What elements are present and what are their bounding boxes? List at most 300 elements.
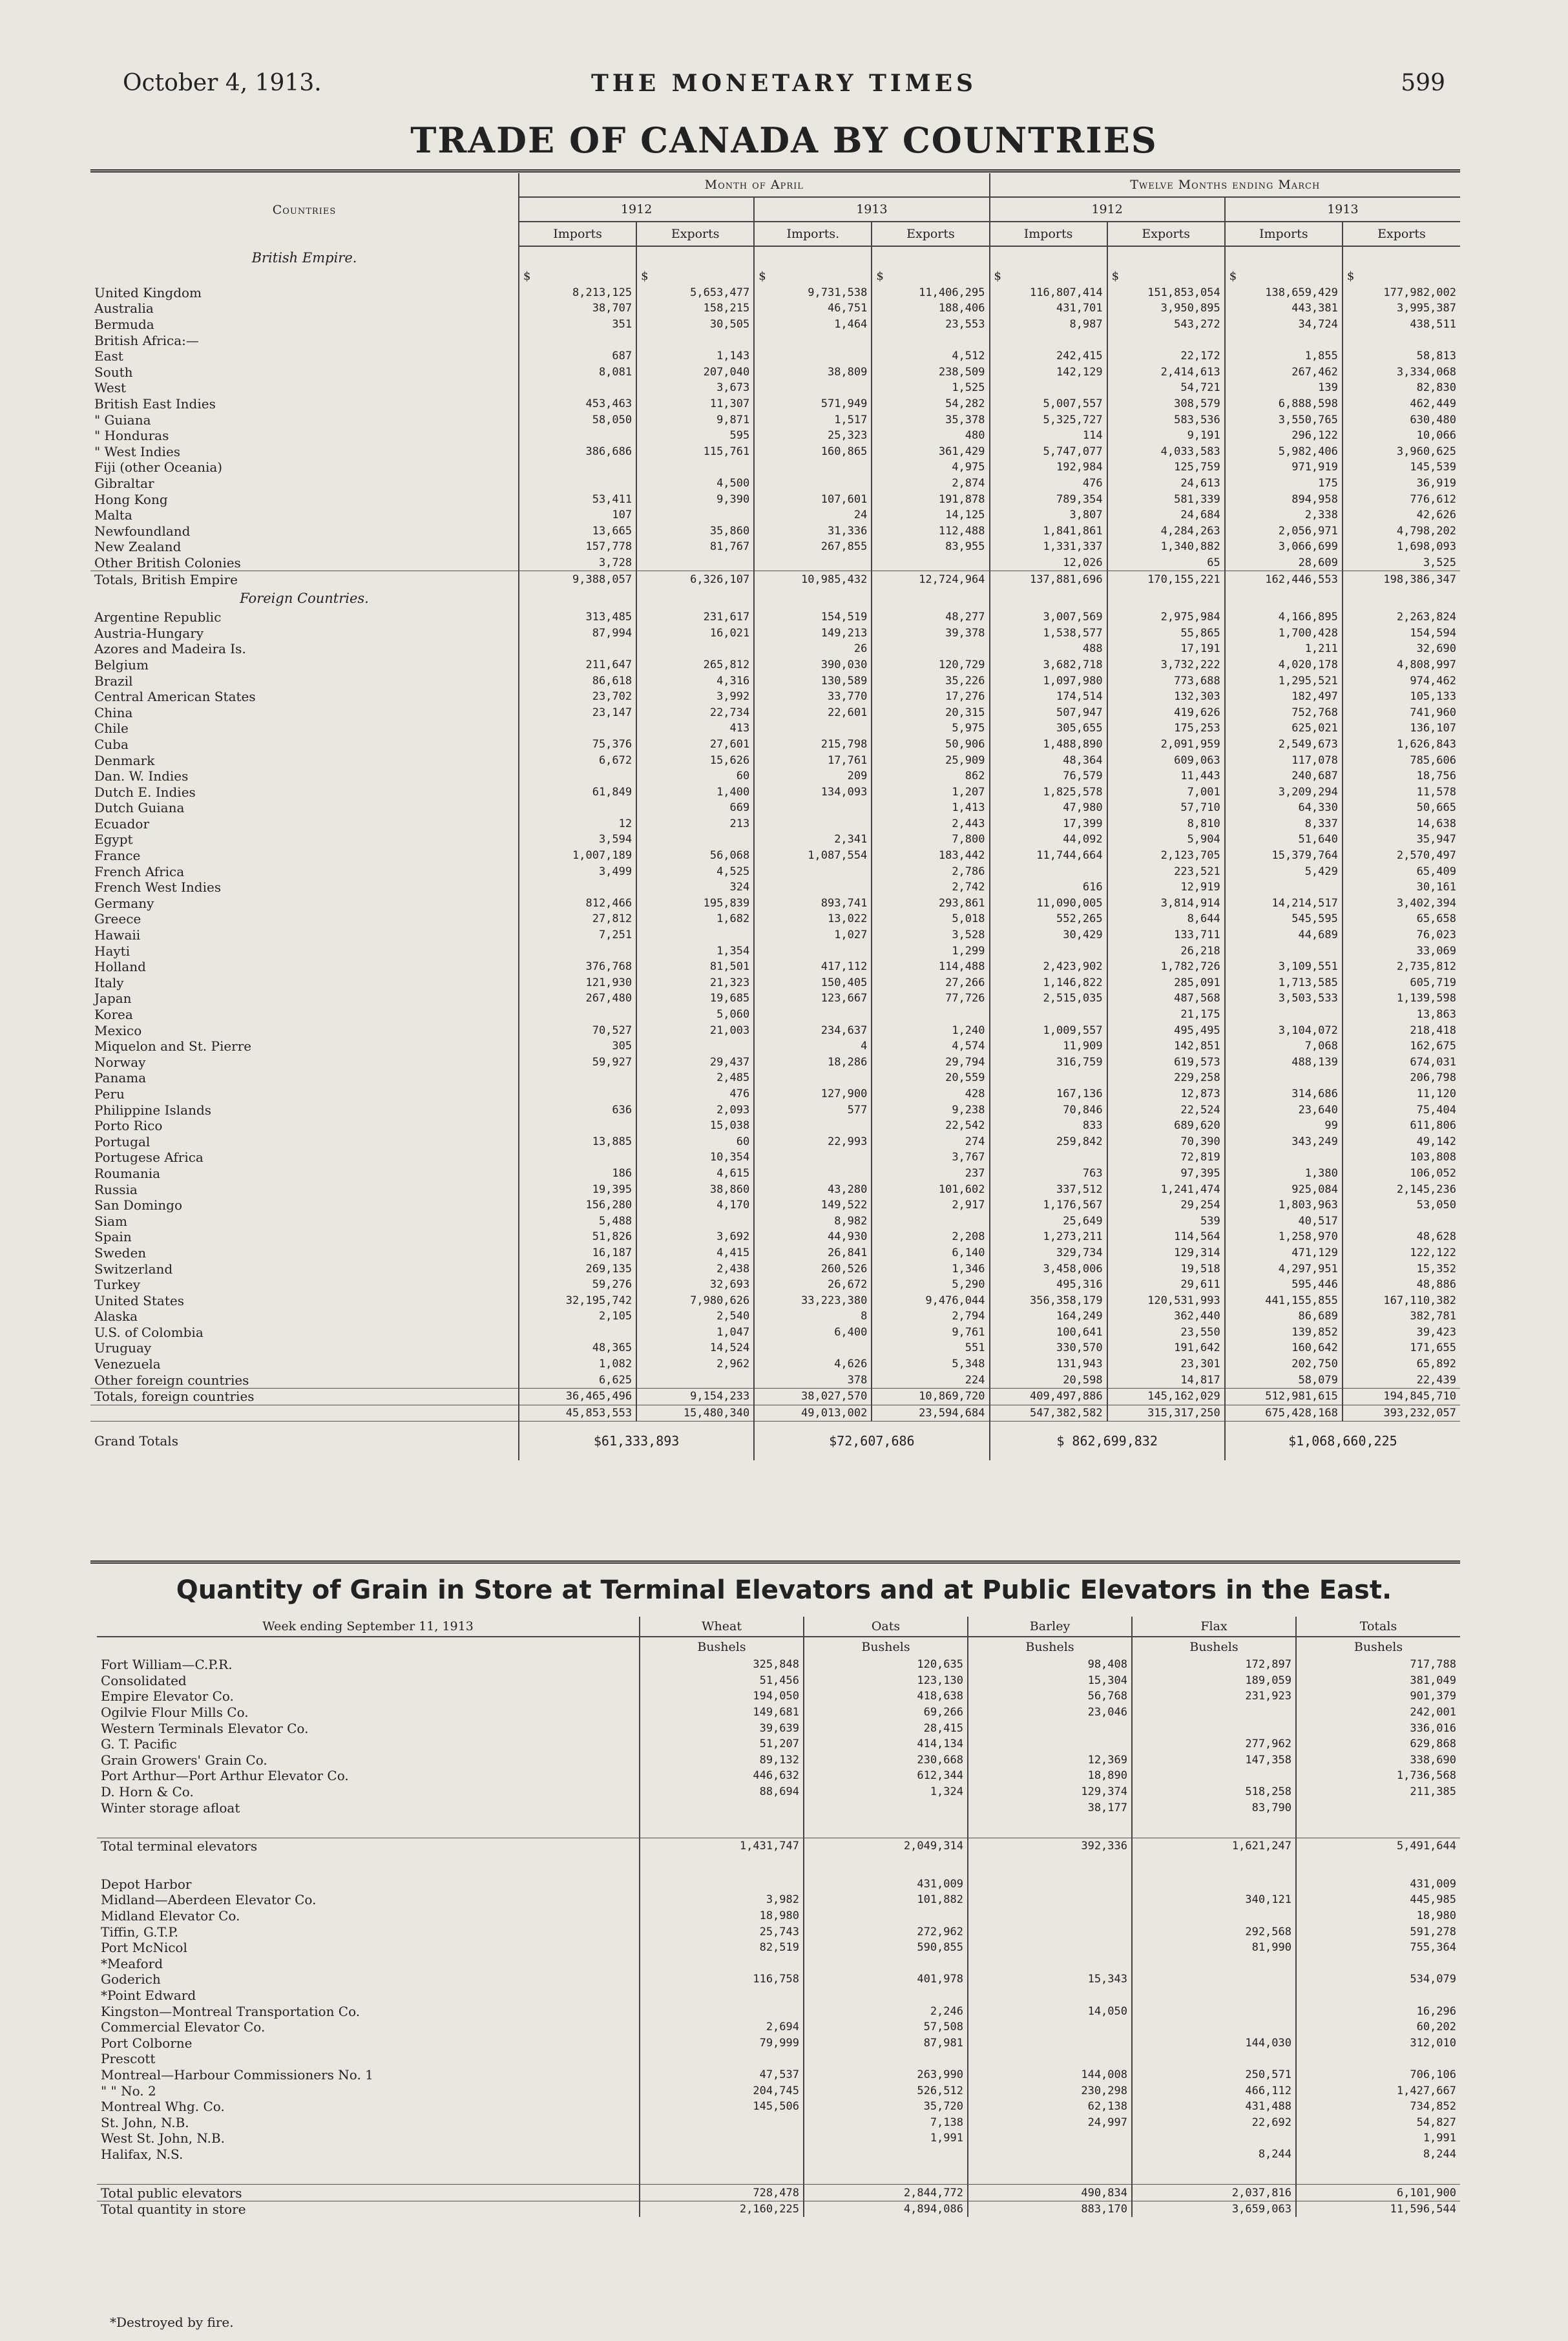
country-name: United States <box>94 1292 184 1308</box>
trade-value: 3,732,222 <box>1107 657 1225 673</box>
grain-value: 1,736,568 <box>1296 1768 1460 1784</box>
grain-value: 69,266 <box>804 1705 968 1721</box>
table-row <box>90 491 1460 507</box>
trade-value: 33,223,380 <box>754 1292 872 1308</box>
grain-value: 2,037,816 <box>1132 2185 1296 2201</box>
trade-value: 689,620 <box>1107 1118 1225 1134</box>
currency-sign: $ <box>1107 269 1225 285</box>
grain-value: 16,296 <box>1296 2003 1460 2019</box>
trade-value: 38,860 <box>636 1181 754 1197</box>
exports-header: Exports <box>872 222 989 246</box>
grain-value <box>968 1956 1132 1972</box>
grain-value: 340,121 <box>1132 1892 1296 1908</box>
trade-value: 198,386,347 <box>1343 571 1460 587</box>
grain-value: 62,138 <box>968 2099 1132 2115</box>
trade-value: 741,960 <box>1343 704 1460 720</box>
grain-value: 54,827 <box>1296 2114 1460 2130</box>
trade-value: 1,700,428 <box>1225 625 1343 641</box>
trade-value <box>519 1150 636 1166</box>
trade-value: 149,213 <box>754 625 872 641</box>
trade-value: 3,814,914 <box>1107 896 1225 912</box>
grain-value <box>804 1800 968 1816</box>
spacer-cell <box>968 1816 1132 1838</box>
trade-value: 81,501 <box>636 959 754 975</box>
trade-value: 65,892 <box>1343 1356 1460 1372</box>
sum-row <box>90 1405 1460 1422</box>
grain-value: 204,745 <box>640 2083 804 2099</box>
country-name: Turkey <box>94 1277 141 1293</box>
grain-value: 5,491,644 <box>1296 1838 1460 1854</box>
trade-value: 2,423,902 <box>990 959 1107 975</box>
country-name: Dutch Guiana <box>94 800 185 816</box>
trade-value <box>636 927 754 943</box>
trade-value: 5,653,477 <box>636 285 754 301</box>
trade-value: 330,570 <box>990 1340 1107 1356</box>
table-row <box>90 1308 1460 1325</box>
table-row <box>97 1971 1460 1988</box>
trade-value: 4,033,583 <box>1107 444 1225 460</box>
elevator-name: D. Horn & Co. <box>101 1784 194 1800</box>
trade-value: 495,316 <box>990 1277 1107 1293</box>
trade-value: 48,364 <box>990 752 1107 768</box>
country-name: United Kingdom <box>94 284 202 300</box>
table-row <box>90 523 1460 540</box>
spacer-cell <box>990 587 1107 609</box>
trade-value: 134,093 <box>754 784 872 800</box>
trade-value: 5,975 <box>872 720 989 737</box>
currency-sign: $ <box>754 269 872 285</box>
trade-value: 5,348 <box>872 1356 989 1372</box>
trade-value: 7,068 <box>1225 1038 1343 1055</box>
trade-value: 121,930 <box>519 975 636 991</box>
trade-value: 1,331,337 <box>990 539 1107 555</box>
trade-value: 476 <box>990 476 1107 492</box>
trade-value <box>1107 332 1225 348</box>
grain-value: 18,980 <box>1296 1908 1460 1924</box>
trade-value: 6,140 <box>872 1245 989 1261</box>
grain-value: 392,336 <box>968 1838 1132 1854</box>
trade-value: 4,500 <box>636 476 754 492</box>
table-row <box>97 2130 1460 2147</box>
spacer-cell <box>804 2162 968 2185</box>
trade-value: 3,499 <box>519 863 636 879</box>
trade-value: 133,711 <box>1107 927 1225 943</box>
trade-value: 117,078 <box>1225 752 1343 768</box>
trade-value: 5,488 <box>519 1213 636 1229</box>
trade-value: 1,825,578 <box>990 784 1107 800</box>
trade-value: 160,642 <box>1225 1340 1343 1356</box>
trade-value: 1,340,882 <box>1107 539 1225 555</box>
trade-value: 2,794 <box>872 1308 989 1325</box>
trade-value: 36,919 <box>1343 476 1460 492</box>
table-row <box>90 317 1460 333</box>
table-row <box>97 1673 1460 1689</box>
trade-value <box>519 1007 636 1023</box>
spacer-cell <box>640 2162 804 2185</box>
year-header: 1913 <box>1225 197 1460 222</box>
trade-value: 267,855 <box>754 539 872 555</box>
trade-value: 1,258,970 <box>1225 1229 1343 1245</box>
currency-sign: $ <box>636 269 754 285</box>
trade-value: 5,060 <box>636 1007 754 1023</box>
table-row <box>97 1657 1460 1673</box>
total-row <box>90 1388 1460 1405</box>
trade-value: 11,443 <box>1107 768 1225 784</box>
table-row <box>97 1784 1460 1800</box>
country-name: Roumania <box>94 1165 161 1181</box>
trade-value: 120,729 <box>872 657 989 673</box>
trade-value: 42,626 <box>1343 507 1460 523</box>
table-row <box>90 1292 1460 1308</box>
trade-value: 3,209,294 <box>1225 784 1343 800</box>
country-name: Portugese Africa <box>94 1150 204 1166</box>
spacer-cell <box>1296 1816 1460 1838</box>
table-row <box>97 1924 1460 1940</box>
trade-value: 2,786 <box>872 863 989 879</box>
trade-value: 2,338 <box>1225 507 1343 523</box>
trade-value: 23,301 <box>1107 1356 1225 1372</box>
trade-value: 3,334,068 <box>1343 364 1460 381</box>
elevator-name: Midland—Aberdeen Elevator Co. <box>101 1892 317 1908</box>
trade-value: 3,007,569 <box>990 609 1107 625</box>
trade-value: 3,109,551 <box>1225 959 1343 975</box>
trade-value: 752,768 <box>1225 704 1343 720</box>
trade-value: 2,263,824 <box>1343 609 1460 625</box>
grain-value <box>1132 1876 1296 1893</box>
grain-value <box>968 1736 1132 1752</box>
grain-column-header: Oats <box>804 1617 968 1637</box>
trade-value: 23,640 <box>1225 1102 1343 1118</box>
elevator-name: Fort William—C.P.R. <box>101 1657 233 1673</box>
country-name: Austria-Hungary <box>94 625 204 641</box>
trade-value: 32,690 <box>1343 641 1460 657</box>
section-row <box>90 587 1460 609</box>
table-row <box>97 1892 1460 1908</box>
grain-value: 629,868 <box>1296 1736 1460 1752</box>
trade-value: 893,741 <box>754 896 872 912</box>
trade-value: 22,734 <box>636 704 754 720</box>
grain-value <box>640 1876 804 1893</box>
elevator-name: Commercial Elevator Co. <box>101 2019 266 2035</box>
grain-value: 18,890 <box>968 1768 1132 1784</box>
table-row <box>97 1768 1460 1784</box>
grain-value: 590,855 <box>804 1940 968 1956</box>
table-row <box>97 1988 1460 2004</box>
country-name: Panama <box>94 1070 147 1086</box>
trade-value: 3,458,006 <box>990 1261 1107 1277</box>
trade-value: 54,282 <box>872 396 989 412</box>
table-row <box>90 737 1460 753</box>
grain-value <box>640 2003 804 2019</box>
trade-value: 636 <box>519 1102 636 1118</box>
table-row <box>90 625 1460 641</box>
grain-value: 79,999 <box>640 2035 804 2051</box>
trade-value: 10,354 <box>636 1150 754 1166</box>
trade-value <box>754 1150 872 1166</box>
trade-value: 285,091 <box>1107 975 1225 991</box>
elevator-name: Port Arthur—Port Arthur Elevator Co. <box>101 1768 349 1784</box>
trade-value: 1,346 <box>872 1261 989 1277</box>
grain-value: 145,506 <box>640 2099 804 2115</box>
table-row <box>90 879 1460 896</box>
trade-value <box>990 1150 1107 1166</box>
trade-value: 75,404 <box>1343 1102 1460 1118</box>
grain-value <box>968 2019 1132 2035</box>
trade-value: 3,692 <box>636 1229 754 1245</box>
spacer-row <box>97 2162 1460 2185</box>
grain-value: 2,049,314 <box>804 1838 968 1854</box>
grain-value: 87,981 <box>804 2035 968 2051</box>
grain-value: 18,980 <box>640 1908 804 1924</box>
grain-value <box>804 1908 968 1924</box>
grain-value: 89,132 <box>640 1752 804 1769</box>
trade-value: 7,001 <box>1107 784 1225 800</box>
trade-value: 441,155,855 <box>1225 1292 1343 1308</box>
trade-value: 763 <box>990 1166 1107 1182</box>
country-name: New Zealand <box>94 539 182 555</box>
table-row <box>97 2099 1460 2115</box>
trade-value: 675,428,168 <box>1225 1405 1343 1422</box>
trade-value <box>1225 943 1343 959</box>
trade-value: 122,122 <box>1343 1245 1460 1261</box>
grain-table <box>97 1617 1460 2217</box>
trade-value: 150,405 <box>754 975 872 991</box>
elevator-name: West St. John, N.B. <box>101 2130 225 2147</box>
spacer-cell <box>1132 2162 1296 2185</box>
trade-value: 191,878 <box>872 491 989 507</box>
trade-value: 3,594 <box>519 832 636 848</box>
table-row <box>90 704 1460 720</box>
table-row <box>90 975 1460 991</box>
unit-label: Bushels <box>640 1637 804 1657</box>
trade-value: 1,698,093 <box>1343 539 1460 555</box>
grain-value <box>1296 1988 1460 2004</box>
grain-value: 336,016 <box>1296 1720 1460 1736</box>
elevator-name: " " No. 2 <box>101 2083 156 2099</box>
grain-value <box>804 2147 968 2163</box>
trade-value: 32,693 <box>636 1277 754 1293</box>
table-row <box>97 1705 1460 1721</box>
trade-value <box>754 380 872 396</box>
trade-value <box>754 459 872 476</box>
spacer-cell <box>872 587 989 609</box>
elevator-name: Prescott <box>101 2051 156 2067</box>
trade-value: 12,919 <box>1107 879 1225 896</box>
trade-value: 6,400 <box>754 1325 872 1341</box>
trade-value: 182,497 <box>1225 689 1343 705</box>
trade-value: 11,406,295 <box>872 285 989 301</box>
trade-value: 1,682 <box>636 911 754 927</box>
trade-value: 3,950,895 <box>1107 300 1225 317</box>
trade-value: 351 <box>519 317 636 333</box>
trade-value: 2,874 <box>872 476 989 492</box>
grain-value <box>640 2147 804 2163</box>
table-row <box>97 1956 1460 1972</box>
country-name: Peru <box>94 1086 125 1102</box>
grain-value <box>968 2130 1132 2147</box>
trade-value: 130,589 <box>754 673 872 689</box>
table-row <box>97 1720 1460 1736</box>
trade-value: 488,139 <box>1225 1055 1343 1071</box>
grain-column-header: Flax <box>1132 1617 1296 1637</box>
trade-value: 129,314 <box>1107 1245 1225 1261</box>
trade-value: 812,466 <box>519 896 636 912</box>
grand-total-label: Grand Totals <box>90 1422 519 1461</box>
country-name: Germany <box>94 895 154 911</box>
trade-value <box>754 1007 872 1023</box>
table-row <box>90 1277 1460 1293</box>
trade-value <box>519 720 636 737</box>
trade-value <box>754 348 872 364</box>
trade-value <box>754 879 872 896</box>
trade-value: 59,276 <box>519 1277 636 1293</box>
trade-value: 1,400 <box>636 784 754 800</box>
table-row <box>97 2147 1460 2163</box>
exports-header: Exports <box>636 222 754 246</box>
trade-value: 151,853,054 <box>1107 285 1225 301</box>
country-name: Spain <box>94 1229 132 1245</box>
country-name: Portugal <box>94 1133 151 1150</box>
table-row <box>90 1150 1460 1166</box>
trade-value: 8,987 <box>990 317 1107 333</box>
grand-total-value: $1,068,660,225 <box>1225 1422 1460 1461</box>
grain-value <box>1132 2130 1296 2147</box>
trade-value: 3,767 <box>872 1150 989 1166</box>
trade-value: 50,906 <box>872 737 989 753</box>
trade-value: 1,713,585 <box>1225 975 1343 991</box>
country-name: Philippine Islands <box>94 1102 212 1118</box>
table-row <box>90 720 1460 737</box>
country-name: Egypt <box>94 832 133 848</box>
total-row <box>90 571 1460 587</box>
grain-value <box>968 1988 1132 2004</box>
table-row <box>90 380 1460 396</box>
trade-value: 22,542 <box>872 1118 989 1134</box>
trade-value: 145,162,029 <box>1107 1388 1225 1405</box>
trade-value <box>1225 1070 1343 1086</box>
trade-value: 9,390 <box>636 491 754 507</box>
table-row <box>90 1086 1460 1102</box>
table-row <box>90 1372 1460 1388</box>
trade-value: 138,659,429 <box>1225 285 1343 301</box>
trade-value: 4,170 <box>636 1197 754 1213</box>
trade-value: 9,476,044 <box>872 1292 989 1308</box>
currency-sign: $ <box>990 269 1107 285</box>
spacer-cell <box>804 1854 968 1876</box>
trade-value <box>990 332 1107 348</box>
trade-value: 234,637 <box>754 1022 872 1038</box>
imports-header: Imports <box>1225 222 1343 246</box>
trade-value <box>754 943 872 959</box>
grain-value <box>968 1892 1132 1908</box>
trade-value: 70,390 <box>1107 1133 1225 1150</box>
trade-value: 4,525 <box>636 863 754 879</box>
table-row <box>97 2083 1460 2099</box>
trade-value: 81,767 <box>636 539 754 555</box>
trade-value: 18,286 <box>754 1055 872 1071</box>
table-row <box>90 657 1460 673</box>
page-title: TRADE OF CANADA BY COUNTRIES <box>410 120 1158 161</box>
trade-value: 125,759 <box>1107 459 1225 476</box>
table-row <box>90 1055 1460 1071</box>
country-name: Siam <box>94 1213 127 1229</box>
spacer-cell <box>1343 246 1460 269</box>
trade-value: 14,125 <box>872 507 989 523</box>
trade-value: 21,323 <box>636 975 754 991</box>
trade-value <box>990 1007 1107 1023</box>
table-row <box>97 1940 1460 1956</box>
unit-label: Bushels <box>1132 1637 1296 1657</box>
table-row <box>97 2035 1460 2051</box>
country-name: Central American States <box>94 689 256 705</box>
country-name: Cuba <box>94 736 129 752</box>
trade-value: 507,947 <box>990 704 1107 720</box>
spacer-cell <box>1343 587 1460 609</box>
trade-value: 114 <box>990 428 1107 444</box>
trade-value: 551 <box>872 1340 989 1356</box>
trade-value: 409,497,886 <box>990 1388 1107 1405</box>
trade-value: 35,378 <box>872 412 989 428</box>
country-name: Miquelon and St. Pierre <box>94 1038 252 1055</box>
grain-value <box>640 2051 804 2067</box>
trade-value <box>754 332 872 348</box>
grain-value <box>1132 1971 1296 1988</box>
trade-value: 630,480 <box>1343 412 1460 428</box>
grain-value: 2,246 <box>804 2003 968 2019</box>
table-row <box>90 927 1460 943</box>
trade-value <box>519 1118 636 1134</box>
spacer-cell <box>1107 246 1225 269</box>
trade-value: 26 <box>754 641 872 657</box>
trade-value: 583,536 <box>1107 412 1225 428</box>
trade-value: 315,317,250 <box>1107 1405 1225 1422</box>
trade-value: 207,040 <box>636 364 754 381</box>
trade-value: 274 <box>872 1133 989 1150</box>
grain-value: 250,571 <box>1132 2067 1296 2083</box>
trade-value <box>754 720 872 737</box>
spacer-cell <box>97 1816 640 1838</box>
grain-value: 231,923 <box>1132 1688 1296 1705</box>
trade-value: 833 <box>990 1118 1107 1134</box>
trade-value: 127,900 <box>754 1086 872 1102</box>
trade-value: 625,021 <box>1225 720 1343 737</box>
grain-value: 230,298 <box>968 2083 1132 2099</box>
trade-value: 3,995,387 <box>1343 300 1460 317</box>
grain-value: 446,632 <box>640 1768 804 1784</box>
trade-value: 2,145,236 <box>1343 1181 1460 1197</box>
country-name: Totals, British Empire <box>90 571 519 587</box>
grain-value <box>804 1956 968 1972</box>
grain-value: 28,415 <box>804 1720 968 1736</box>
grain-value <box>640 1988 804 2004</box>
trade-value: 4,798,202 <box>1343 523 1460 540</box>
trade-value: 44,092 <box>990 832 1107 848</box>
country-name: East <box>94 348 123 364</box>
elevator-name: Halifax, N.S. <box>101 2146 183 2162</box>
trade-value: 6,888,598 <box>1225 396 1343 412</box>
grain-value: 101,882 <box>804 1892 968 1908</box>
country-name: " Guiana <box>94 412 151 428</box>
spacer-cell <box>1296 1854 1460 1876</box>
currency-sign: $ <box>1225 269 1343 285</box>
grain-value: 7,138 <box>804 2114 968 2130</box>
trade-value: 431,701 <box>990 300 1107 317</box>
trade-value: 605,719 <box>1343 975 1460 991</box>
trade-value: 609,063 <box>1107 752 1225 768</box>
country-name: British Africa:— <box>94 332 199 348</box>
grain-value: 526,512 <box>804 2083 968 2099</box>
trade-value <box>872 555 989 571</box>
